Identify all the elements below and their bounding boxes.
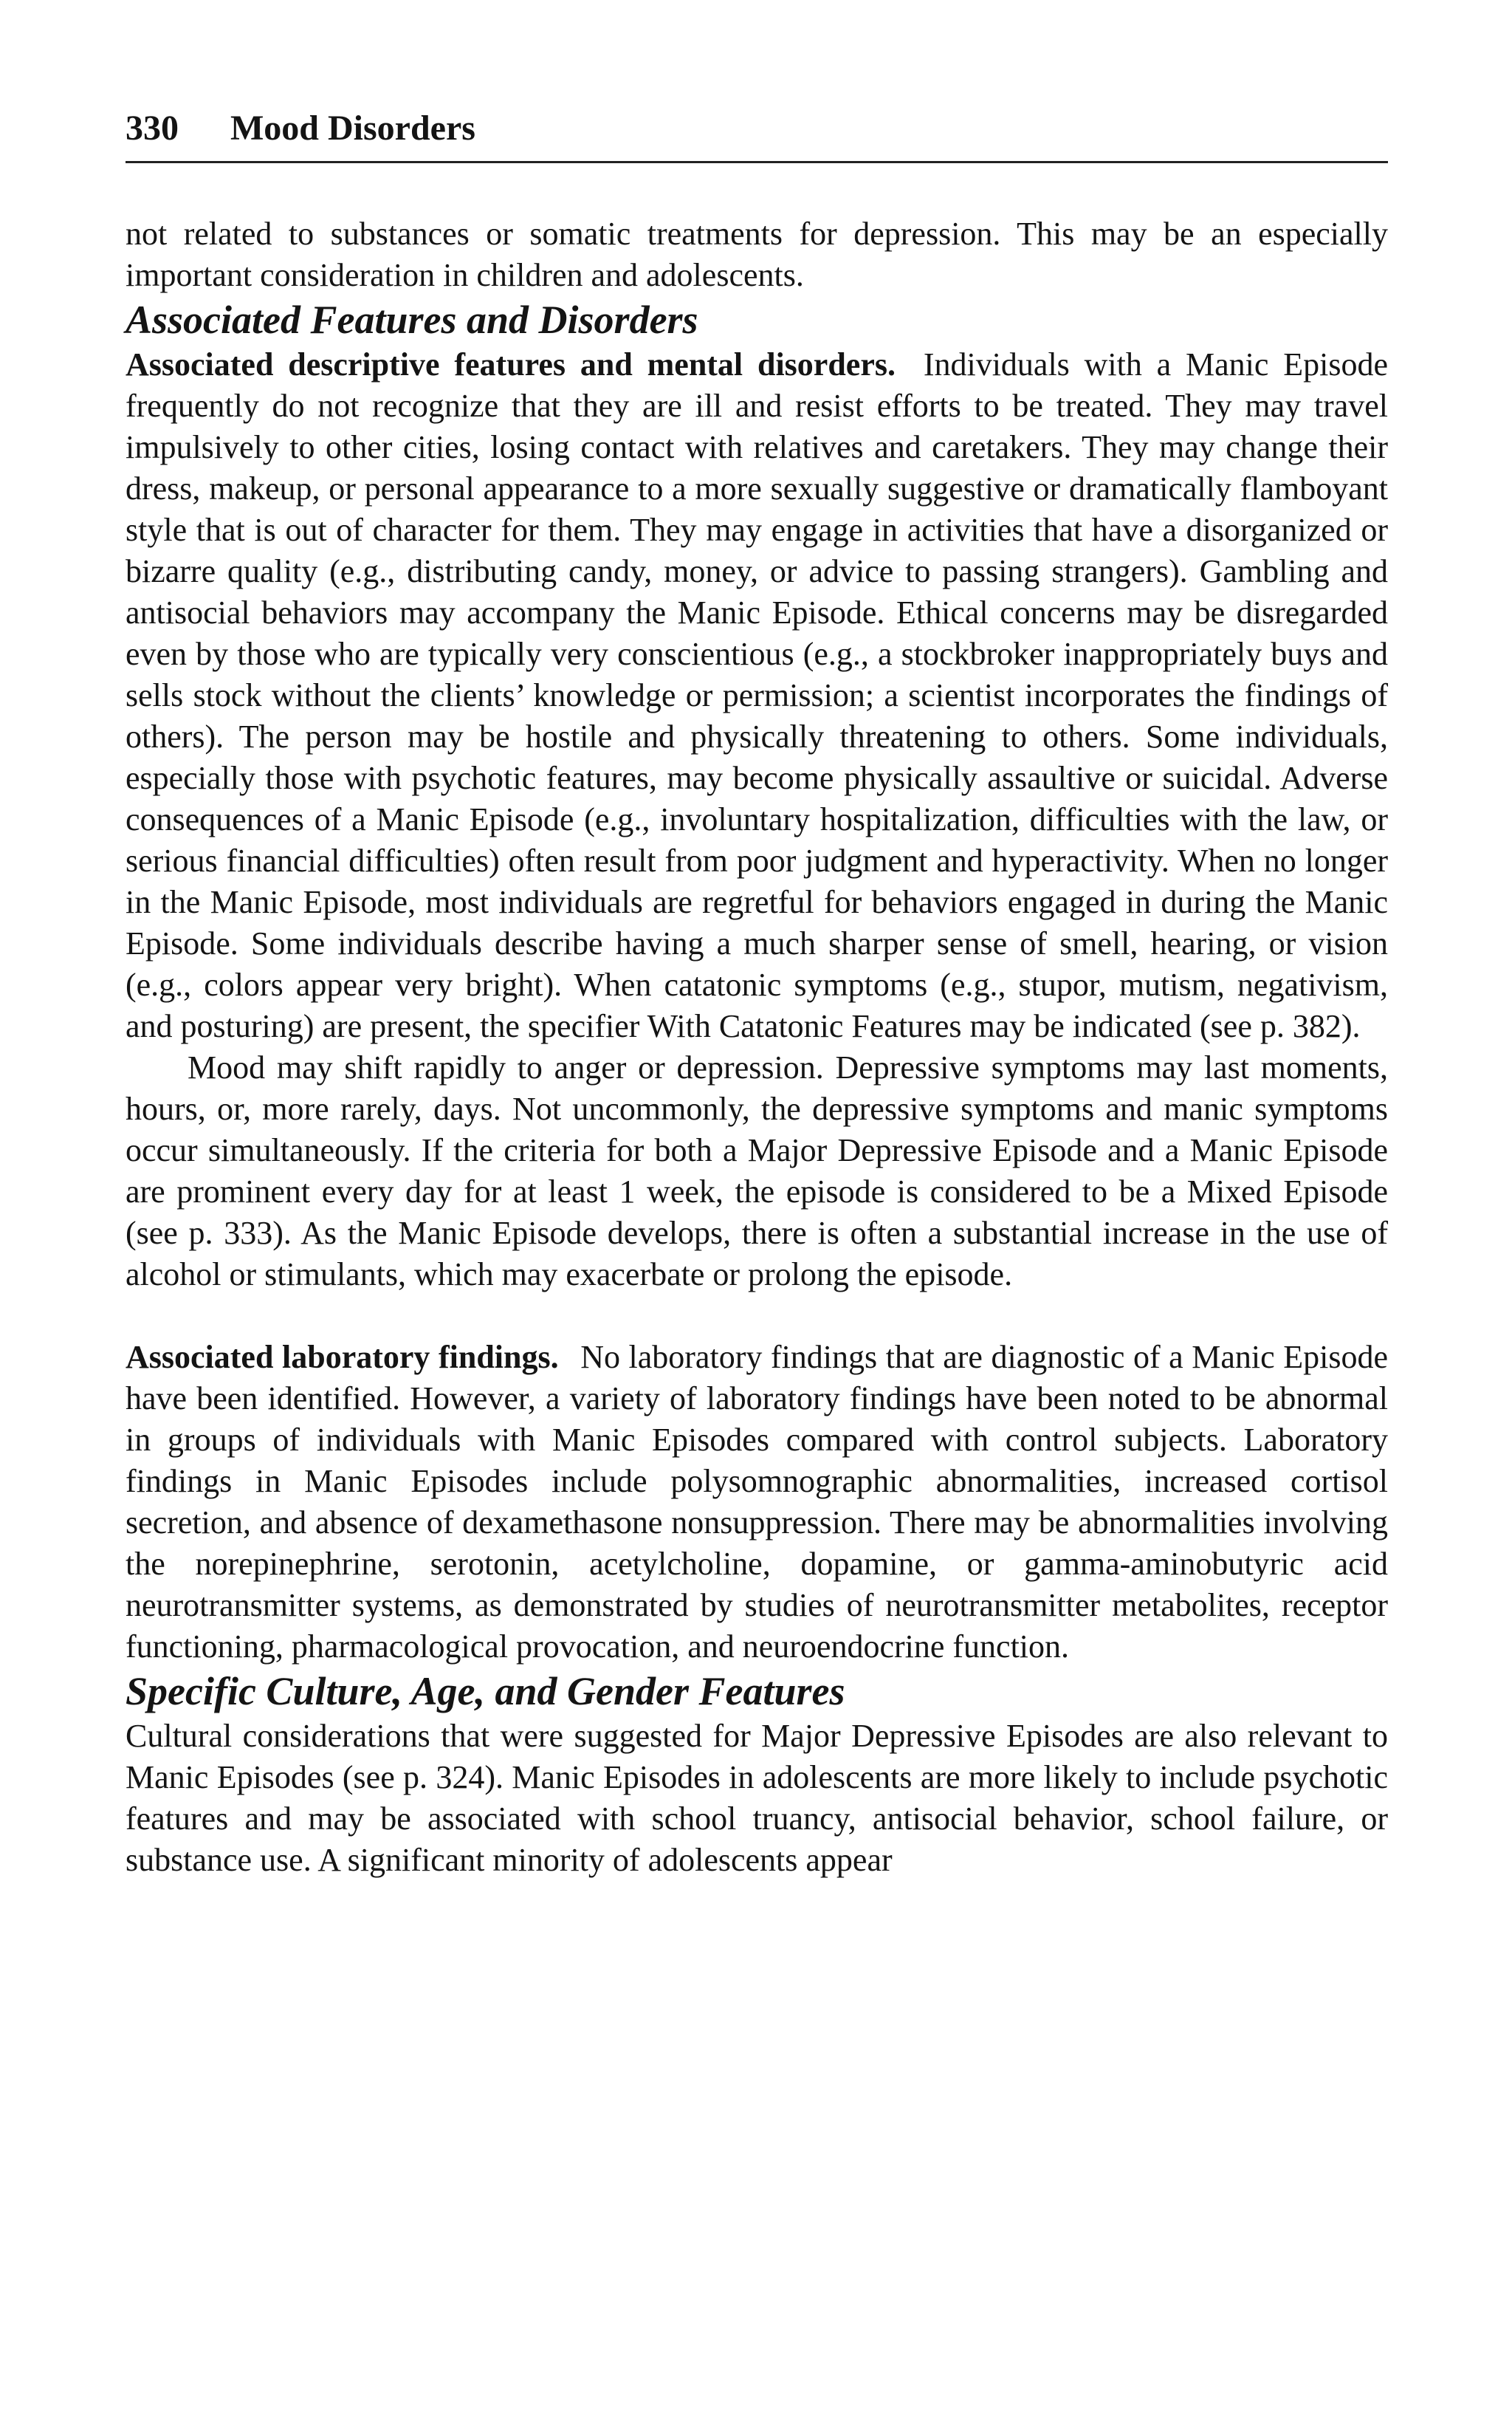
descriptive-features-run-in-heading: Associated descriptive features and mental disorders. [126, 346, 896, 383]
laboratory-findings-text: No laboratory findings that are diagnostic of a Manic Episode have been identified. However, a variety of laboratory findings have been noted to be abnormal in groups of individuals with Manic Episodes compared with control subjects. Laboratory findings in Manic Episodes include polysomnographic abnormalities, increased cortisol secretion, and absence of dexamethasone nonsuppression. There may be abnormalities involving the norepinephrine, serotonin, acetylcholine, dopamine, or gamma-aminobutyric acid neurotransmitter systems, as demonstrated by studies of neurotransmitter metabolites, receptor functioning, pharmacological provocation, and neuroendocrine function. [126, 1338, 1388, 1665]
descriptive-features-paragraph [126, 344, 1388, 1047]
culture-age-gender-paragraph: Cultural considerations that were suggested for Major Depressive Episodes are also relevant to Manic Episodes (see p. 324). Manic Episodes in adolescents are more likely to include psychotic features and may be associated with school truancy, antisocial behavior, school failure, or substance use. A significant minority of adolescents appear [126, 1717, 1388, 1878]
laboratory-findings-paragraph [126, 1337, 1388, 1668]
culture-age-gender-heading: Specific Culture, Age, and Gender Features [126, 1668, 845, 1713]
running-head [126, 111, 1388, 163]
page-number: 330 [126, 109, 179, 148]
associated-features-heading: Associated Features and Disorders [126, 298, 698, 342]
chapter-title: Mood Disorders [230, 109, 475, 148]
book-page [126, 111, 1388, 1881]
mood-shift-paragraph: Mood may shift rapidly to anger or depression. Depressive symptoms may last moments, hours, or, more rarely, days. Not uncommonly, the depressive symptoms and manic symptoms occur simultaneously. If the criteria for both a Major Depressive Episode and a Manic Episode are prominent every day for at least 1 week, the episode is considered to be a Mixed Episode (see p. 333). As the Manic Episode develops, there is often a substantial increase in the use of alcohol or stimulants, which may exacerbate or prolong the episode. [126, 1049, 1388, 1292]
intro-paragraph: not related to substances or somatic treatments for depression. This may be an especially important consideration in children and adolescents. [126, 216, 1388, 293]
descriptive-features-text: Individuals with a Manic Episode frequently do not recognize that they are ill and resist efforts to be treated. They may travel impulsively to other cities, losing contact with relatives and caretakers. They may change their dress, makeup, or personal appearance to a more sexually suggestive or dramatically flamboyant style that is out of character for them. They may engage in activities that have a disorganized or bizarre quality (e.g., distributing candy, money, or advice to passing strangers). Gambling and antisocial behaviors may accompany the Manic Episode. Ethical concerns may be disregarded even by those who are typically very conscientious (e.g., a stockbroker inappropriately buys and sells stock without the clients’ knowledge or permission; a scientist incorporates the findings of others). The person may be hostile and physically threatening to others. Some individuals, especially those with psychotic features, may become physically assaultive or suicidal. Adverse consequences of a Manic Episode (e.g., involuntary hospitalization, difficulties with the law, or serious financial difficulties) often result from poor judgment and hyperactivity. When no longer in the Manic Episode, most individuals are regretful for behaviors engaged in during the Manic Episode. Some individuals describe having a much sharper sense of smell, hearing, or vision (e.g., colors appear very bright). When catatonic symptoms (e.g., stupor, mutism, negativism, and posturing) are present, the specifier With Catatonic Features may be indicated (see p. 382). [126, 346, 1388, 1044]
laboratory-findings-run-in-heading: Associated laboratory findings. [126, 1338, 559, 1375]
